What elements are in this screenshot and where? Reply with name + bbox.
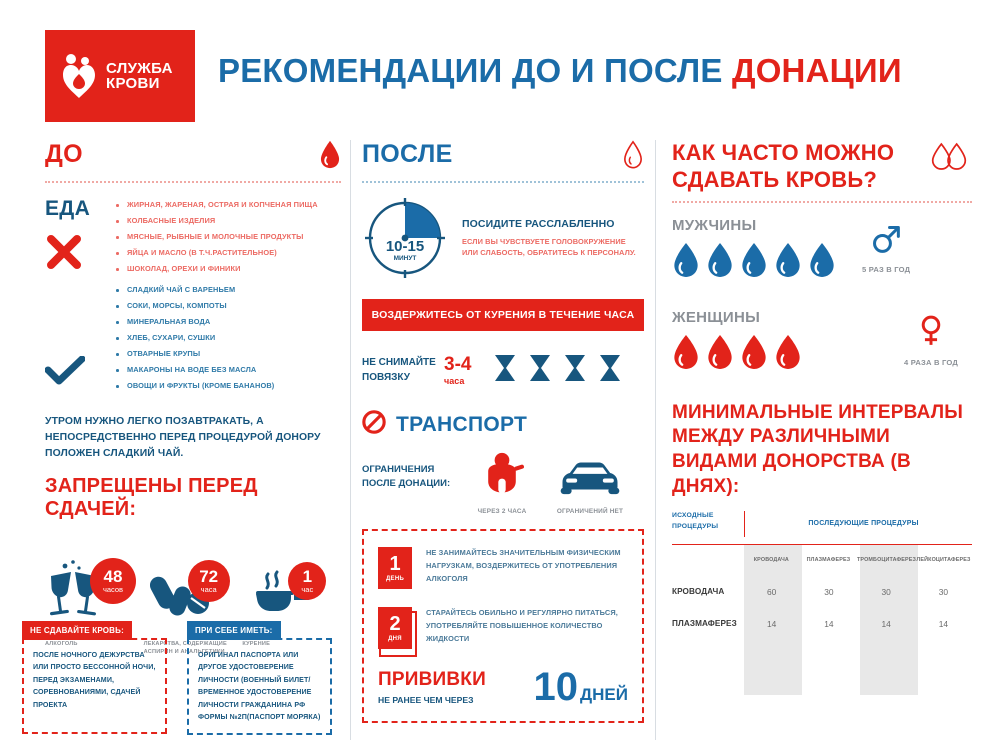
allowed-food-list <box>113 286 341 389</box>
rest-text <box>462 218 644 259</box>
rest-subtext: ЕСЛИ ВЫ ЧУВСТВУЕТЕ ГОЛОВОКРУЖЕНИЕ ИЛИ СЛАБОСТЬ, ОБРАТИТЕСЬ К ПЕРСОНАЛУ. <box>462 236 636 257</box>
blood-drop-icon <box>706 334 734 375</box>
no-donate-box <box>22 620 167 735</box>
gender-frequency-text: 5 РАЗ В ГОД <box>862 265 911 275</box>
frequency-header <box>672 140 972 194</box>
vaccination-number: 10 <box>533 665 579 709</box>
badge-unit: часа <box>200 585 217 595</box>
page-header <box>0 0 1000 122</box>
vaccination-unit: ДНЕЙ <box>580 685 628 704</box>
food-label: ЕДА <box>45 197 91 220</box>
svg-text:10-15: 10-15 <box>385 238 425 255</box>
forbidden-item-smoking <box>242 558 341 648</box>
badge-unit: час <box>301 585 314 595</box>
svg-text:МИНУТ: МИНУТ <box>393 255 417 262</box>
table-cell: 14 <box>767 619 777 630</box>
drop-group-women <box>672 334 862 375</box>
blood-drop-icon <box>706 242 734 283</box>
bandage-number: 3-4 <box>444 354 472 375</box>
scooter-icon <box>458 451 546 502</box>
column-divider-1 <box>350 140 351 740</box>
vaccination-label <box>378 669 486 705</box>
gender-block-men <box>672 217 972 283</box>
hourglass-group <box>492 353 623 388</box>
list-item: МИНЕРАЛЬНАЯ ВОДА <box>113 318 341 325</box>
before-title: ДО <box>45 140 83 168</box>
day-text-2: СТАРАЙТЕСЬ ОБИЛЬНО И РЕГУЛЯРНО ПИТАТЬСЯ, УПОТРЕБЛЯЙТЕ ПОВЫШЕННОЕ КОЛИЧЕСТВО ЖИДКОСТИ <box>426 608 618 643</box>
gender-frequency-men <box>862 250 910 274</box>
blood-service-heart-icon <box>59 52 99 100</box>
bottom-note-boxes <box>22 620 332 735</box>
male-symbol-icon <box>871 224 901 259</box>
list-item: МАКАРОНЫ НА ВОДЕ БЕЗ МАСЛА <box>113 366 341 373</box>
gender-row <box>672 334 972 375</box>
blood-drop-icon <box>672 334 700 375</box>
blood-drop-icon <box>808 242 836 283</box>
forbidden-food-list <box>113 201 341 272</box>
page-title-blue: РЕКОМЕНДАЦИИ ДО И ПОСЛЕ <box>218 52 732 89</box>
after-section-header <box>362 140 644 174</box>
list-item: ЯЙЦА И МАСЛО (В Т.Ч.РАСТИТЕЛЬНОЕ) <box>113 249 341 256</box>
table-corner-label: ИСХОДНЫЕ ПРОЦЕДУРЫ <box>672 512 719 530</box>
food-markers <box>45 195 107 398</box>
no-donate-tab: НЕ СДАВАЙТЕ КРОВЬ: <box>22 621 132 640</box>
smoking-warning-bar: ВОЗДЕРЖИТЕСЬ ОТ КУРЕНИЯ В ТЕЧЕНИЕ ЧАСА <box>362 299 644 331</box>
blood-drop-outline-icon <box>622 140 644 174</box>
transport-label: ОГРАНИЧЕНИЯ ПОСЛЕ ДОНАЦИИ: <box>362 463 451 489</box>
hourglass-icon <box>527 353 553 388</box>
table-cell: 30 <box>881 587 891 598</box>
blood-drop-icon <box>672 242 700 283</box>
page-title-red: ДОНАЦИИ <box>731 52 902 89</box>
day-unit: ДНЯ <box>388 636 402 642</box>
day-chip-2 <box>378 607 412 649</box>
no-entry-icon <box>362 410 386 439</box>
gender-block-women <box>672 309 972 375</box>
after-days-box <box>362 529 644 723</box>
transport-header <box>362 410 644 439</box>
column-after <box>362 140 644 723</box>
logo <box>45 30 195 122</box>
frequency-divider <box>672 201 972 203</box>
transport-item-scooter <box>458 451 546 515</box>
page-title <box>218 52 902 90</box>
table-row-label: КРОВОДАЧА <box>672 587 725 597</box>
table-row <box>672 609 972 641</box>
table-cell: 60 <box>767 587 777 598</box>
blood-drop-icon <box>774 334 802 375</box>
bandage-duration <box>440 355 492 386</box>
frequency-title: КАК ЧАСТО МОЖНО СДАВАТЬ КРОВЬ? <box>672 140 895 192</box>
table-cell: 30 <box>824 587 834 598</box>
vaccination-row <box>378 667 628 707</box>
blood-drop-icon <box>774 242 802 283</box>
table-row-label: ПЛАЗМАФЕРЕЗ <box>672 619 737 629</box>
food-block <box>45 195 341 398</box>
badge-unit: часов <box>102 585 124 595</box>
table-body <box>672 545 972 641</box>
badge-number: 1 <box>302 567 313 587</box>
list-item: ОТВАРНЫЕ КРУПЫ <box>113 350 341 357</box>
day-text-1: НЕ ЗАНИМАЙТЕСЬ ЗНАЧИТЕЛЬНЫМ ФИЗИЧЕСКИМ НАГРУЗКАМ, ВОЗДЕРЖИТЕСЬ ОТ УПОТРЕБЛЕНИЯ АЛКОГОЛЯ <box>426 548 621 583</box>
transport-items <box>362 451 644 515</box>
hourglass-icon <box>562 353 588 388</box>
badge-number: 72 <box>199 567 219 587</box>
day-row-2 <box>378 607 628 649</box>
table-header-divider <box>744 511 745 537</box>
table-column-headers <box>672 545 972 577</box>
table-cell: 14 <box>824 619 834 630</box>
list-item: КОЛБАСНЫЕ ИЗДЕЛИЯ <box>113 217 341 224</box>
badge-48-hours <box>90 558 136 604</box>
forbidden-before-title: ЗАПРЕЩЕНЫ ПЕРЕД СДАЧЕЙ: <box>45 475 258 521</box>
column-frequency <box>672 140 972 641</box>
table-col-header: ПЛАЗМАФЕРЕЗ <box>806 557 851 564</box>
transport-item-car <box>546 460 634 515</box>
day-number: 1 <box>389 553 401 575</box>
blood-drop-icon <box>740 242 768 283</box>
forbidden-caption: АЛКОГОЛЬ <box>45 641 78 648</box>
food-lists <box>113 195 341 398</box>
transport-caption: ЧЕРЕЗ 2 ЧАСА <box>477 508 527 515</box>
car-icon <box>546 460 634 502</box>
forbidden-caption: КУРЕНИЕ <box>242 641 270 648</box>
day-number: 2 <box>389 613 401 635</box>
badge-number: 48 <box>103 567 123 587</box>
list-item: ОВОЩИ И ФРУКТЫ (КРОМЕ БАНАНОВ) <box>113 382 341 389</box>
logo-line-2: КРОВИ <box>106 75 160 92</box>
list-item: ШОКОЛАД, ОРЕХИ И ФИНИКИ <box>113 265 341 272</box>
table-cell: 30 <box>938 587 949 598</box>
intervals-title: МИНИМАЛЬНЫЕ ИНТЕРВАЛЫ МЕЖДУ РАЗЛИЧНЫМИ ВИДАМИ ДОНОРСТВА (В ДНЯХ): <box>672 401 964 497</box>
breakfast-note: УТРОМ НУЖНО ЛЕГКО ПОЗАВТРАКАТЬ, А НЕПОСРЕДСТВЕННО ПЕРЕД ПРОЦЕДУРОЙ ДОНОРУ ПОЛОЖЕН СЛАДКИЙ ЧАЙ. <box>45 416 321 459</box>
bandage-block <box>362 353 644 388</box>
list-item: СЛАДКИЙ ЧАЙ С ВАРЕНЬЕМ <box>113 286 341 293</box>
clock-icon <box>362 195 448 281</box>
table-header <box>672 511 972 544</box>
logo-line-1: СЛУЖБА <box>106 60 173 77</box>
table-span-label: ПОСЛЕДУЮЩИЕ ПРОЦЕДУРЫ <box>808 520 919 528</box>
bring-with-you-body: ОРИГИНАЛ ПАСПОРТА ИЛИ ДРУГОЕ УДОСТОВЕРЕНИЕ ЛИЧНОСТИ (ВОЕННЫЙ БИЛЕТ/ ВРЕМЕННОЕ УДОСТОВЕРЕНИЕ ЛИЧНОСТИ ГРАЖДАНИНА РФ ФОРМЫ №2П(ПАСПОРТ МОРЯКА) <box>187 638 332 735</box>
vaccination-value <box>534 667 628 707</box>
blood-drop-filled-icon <box>319 140 341 174</box>
transport-caption: ОГРАНИЧЕНИЙ НЕТ <box>556 508 624 515</box>
hourglass-icon <box>492 353 518 388</box>
table-cell: 14 <box>881 619 891 630</box>
two-drops-outline-icon <box>926 140 972 178</box>
bring-with-you-box <box>187 620 332 735</box>
list-item: МЯСНЫЕ, РЫБНЫЕ И МОЛОЧНЫЕ ПРОДУКТЫ <box>113 233 341 240</box>
gender-row <box>672 242 972 283</box>
red-x-icon <box>47 235 107 274</box>
forbidden-caption: ЛЕКАРСТВА, СОДЕРЖАЩИЕ АСПИРИН И АНАЛЬГЕТИКИ. <box>143 641 227 656</box>
vaccination-subtitle: НЕ РАНЕЕ ЧЕМ ЧЕРЕЗ <box>378 695 474 705</box>
rest-heading: ПОСИДИТЕ РАССЛАБЛЕННО <box>462 217 615 230</box>
blue-check-icon <box>45 356 107 391</box>
rest-block <box>362 195 644 281</box>
table-row <box>672 577 972 609</box>
bandage-label: НЕ СНИМАЙТЕ ПОВЯЗКУ <box>362 357 436 383</box>
transport-title: ТРАНСПОРТ <box>396 412 528 436</box>
before-divider <box>45 181 341 183</box>
day-chip-1 <box>378 547 412 589</box>
table-corner-cell <box>672 557 743 563</box>
vaccination-title: ПРИВИВКИ <box>378 669 486 690</box>
table-col-header: ТРОМБОЦИТАФЕРЕЗ <box>856 557 917 564</box>
gender-name: ЖЕНЩИНЫ <box>672 308 761 326</box>
bring-with-you-tab: ПРИ СЕБЕ ИМЕТЬ: <box>187 621 281 640</box>
day-row-1 <box>378 547 628 589</box>
gender-frequency-women <box>904 341 958 367</box>
logo-wordmark <box>106 61 173 91</box>
gender-frequency-text: 4 РАЗА В ГОД <box>904 358 958 368</box>
bandage-unit: часа <box>444 376 465 386</box>
badge-72-hours <box>188 560 230 602</box>
table-cell: 14 <box>938 619 949 630</box>
no-donate-body: ПОСЛЕ НОЧНОГО ДЕЖУРСТВА ИЛИ ПРОСТО БЕССОННОЙ НОЧИ, ПЕРЕД ЭКЗАМЕНАМИ, СОРЕВНОВАНИЯМИ, СДАЧЕЙ ПРОЕКТА <box>22 638 167 734</box>
after-divider <box>362 181 644 183</box>
table-col-header: ЛЕЙКОЦИТАФЕРЕЗ <box>916 557 971 564</box>
intervals-table <box>672 511 972 641</box>
table-col-header: КРОВОДАЧА <box>753 557 789 564</box>
list-item: СОКИ, МОРСЫ, КОМПОТЫ <box>113 302 341 309</box>
after-title: ПОСЛЕ <box>362 140 453 168</box>
before-section-header <box>45 140 341 174</box>
blood-drop-icon <box>740 334 768 375</box>
list-item: ХЛЕБ, СУХАРИ, СУШКИ <box>113 334 341 341</box>
column-divider-2 <box>655 140 656 740</box>
hourglass-icon <box>597 353 623 388</box>
list-item: ЖИРНАЯ, ЖАРЕНАЯ, ОСТРАЯ И КОПЧЕНАЯ ПИЩА <box>113 201 341 208</box>
drop-group-men <box>672 242 862 283</box>
female-symbol-icon <box>918 315 944 352</box>
day-unit: ДЕНЬ <box>385 576 405 582</box>
gender-name: МУЖЧИНЫ <box>672 216 757 234</box>
